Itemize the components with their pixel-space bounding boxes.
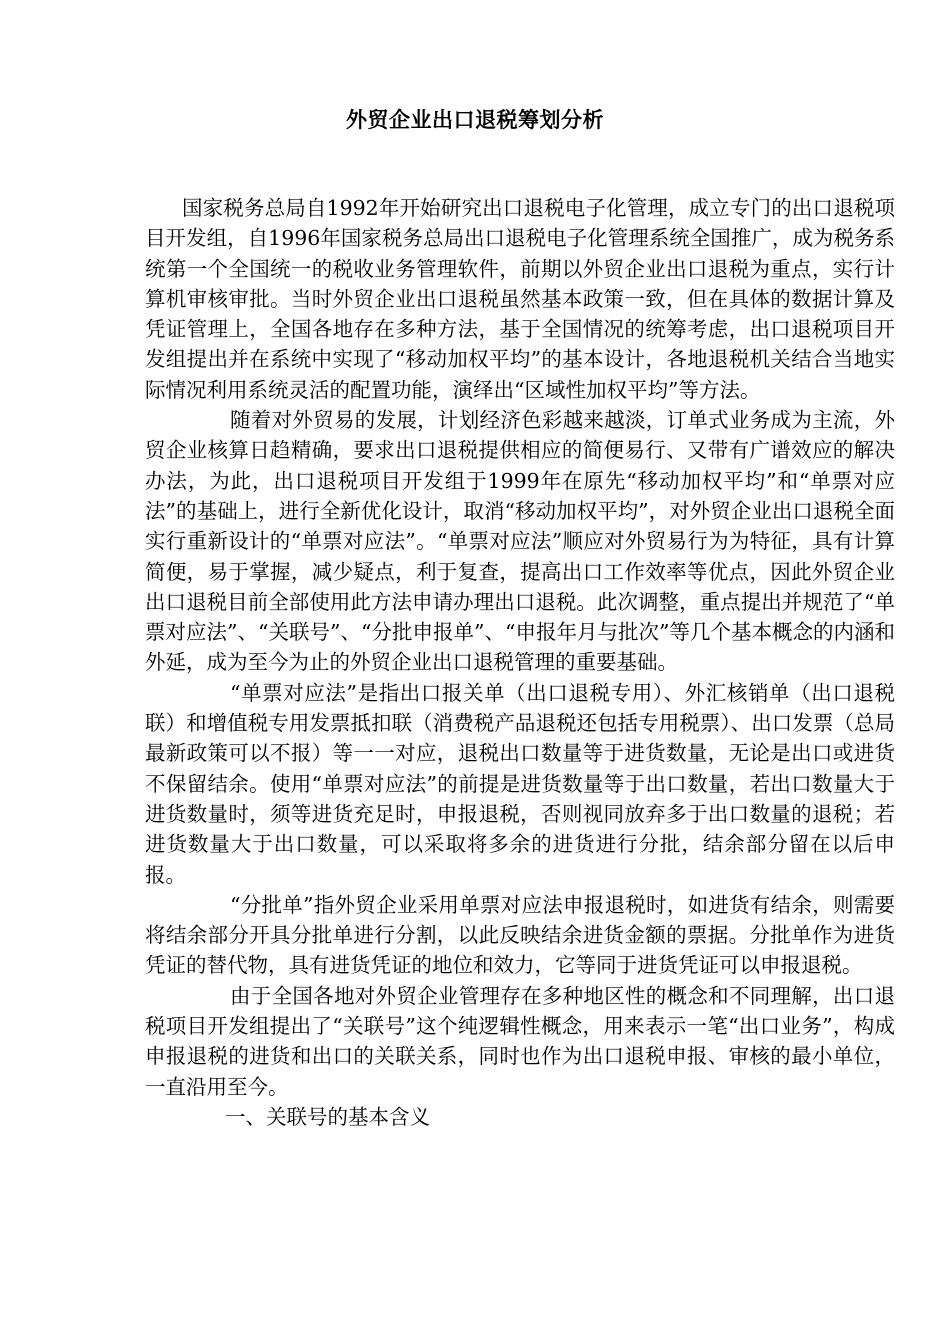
document-body (145, 193, 895, 1132)
paragraph-4: “分批单”指外贸企业采用单票对应法申报退税时，如进货有结余，则需要将结余部分开具分批单进行分割，以此反映结余进货金额的票据。分批单作为进货凭证的替代物，具有进货凭证的地位和效力，它等同于进货凭证可以申报退税。 (145, 892, 895, 978)
paragraph-2: 随着对外贸易的发展，计划经济色彩越来越淡，订单式业务成为主流，外贸企业核算日趋精确，要求出口退税提供相应的简便易行、又带有广谱效应的解决办法，为此，出口退税项目开发组于1999年在原先“移动加权平均”和“单票对应法”的基础上，进行全新优化设计，取消“移动加权平均”，对外贸企业出口退税全面实行重新设计的“单票对应法”。“单票对应法”顺应对外贸易行为为特征，具有计算简便，易于掌握，减少疑点，利于复查，提高出口工作效率等优点，因此外贸企业出口退税目前全部使用此方法申请办理出口退税。此次调整，重点提出并规范了“单票对应法”、“关联号”、“分批申报单”、“申报年月与批次”等几个基本概念的内涵和外延，成为至今为止的外贸企业出口退税管理的重要基础。 (145, 408, 895, 675)
paragraph-3: “单票对应法”是指出口报关单（出口退税专用）、外汇核销单（出口退税联）和增值税专用发票抵扣联（消费税产品退税还包括专用税票）、出口发票（总局最新政策可以不报）等一一对应，退税出口数量等于进货数量，无论是出口或进货不保留结余。使用“单票对应法”的前提是进货数量等于出口数量，若出口数量大于进货数量时，须等进货充足时，申报退税，否则视同放弃多于出口数量的退税；若进货数量大于出口数量，可以采取将多余的进货进行分批，结余部分留在以后申报。 (145, 680, 895, 887)
paragraph-1: 国家税务总局自1992年开始研究出口退税电子化管理，成立专门的出口退税项目开发组，自1996年国家税务总局出口退税电子化管理系统全国推广，成为税务系统第一个全国统一的税收业务管理软件，前期以外贸企业出口退税为重点，实行计算机审核审批。当时外贸企业出口退税虽然基本政策一致，但在具体的数据计算及凭证管理上，全国各地存在多种方法，基于全国情况的统筹考虑，出口退税项目开发组提出并在系统中实现了“移动加权平均”的基本设计，各地退税机关结合当地实际情况利用系统灵活的配置功能，演绎出“区域性加权平均”等方法。 (145, 196, 895, 402)
paragraph-5: 由于全国各地对外贸企业管理存在多种地区性的概念和不同理解，出口退税项目开发组提出了“关联号”这个纯逻辑性概念，用来表示一笔“出口业务”，构成申报退税的进货和出口的关联关系，同时也作为出口退税申报、审核的最小单位，一直沿用至今。 (145, 983, 895, 1099)
document-title: 外贸企业出口退税筹划分析 (346, 107, 604, 132)
section-heading: 一、关联号的基本含义 (225, 1104, 430, 1129)
